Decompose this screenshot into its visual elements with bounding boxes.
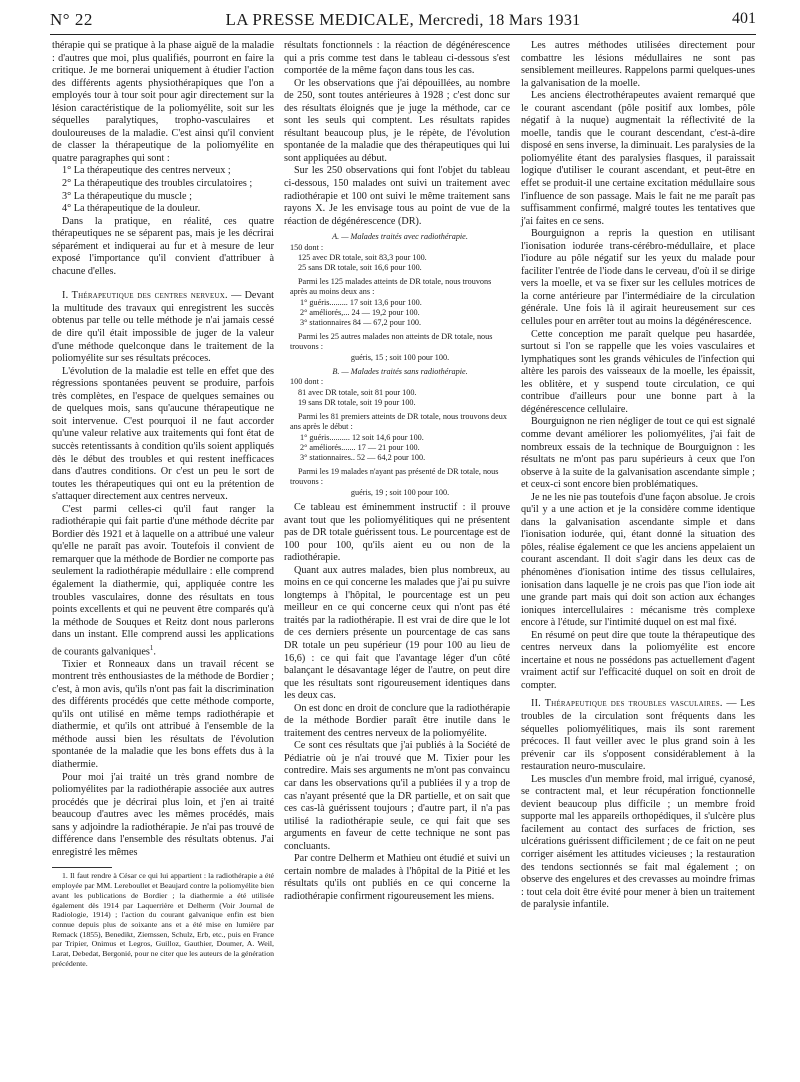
table-total: 100 dont : — [290, 377, 324, 387]
column-1 — [52, 40, 274, 968]
table-row: 3° stationnaires.. 52 — 64,2 pour 100. — [300, 453, 426, 463]
section-paragraph — [52, 290, 274, 365]
list-item: 4° La thérapeutique de la douleur. — [62, 203, 201, 215]
section-heading: II. Thérapeutique des troubles vasculaires. — [531, 698, 723, 710]
table-row: 125 avec DR totale, soit 83,3 pour 100. — [298, 253, 427, 263]
paragraph: En résumé on peut dire que toute la thérapeutique des centres nerveux dans la poliomyélite est encore incertaine et nous ne possédons pas actuellement d'agent vraiment actif sur l'efficacité duquel on soit en droit de compter. — [521, 629, 755, 691]
section-heading: I. Thérapeutique des centres nerveux. — [62, 290, 228, 302]
section-text: — Les troubles de la circulation sont fréquents dans les séquelles poliomyélitiques, mais ils sont rarement précoces. Il faut veiller avec le plus grand soin à les prévenir car ils s'opposent considérablement à la restauration neuro-musculaire. — [521, 698, 755, 773]
paragraph: thérapie qui se pratique à la phase aiguë de la maladie : d'autres que moi, plus qualifiés, pourront en faire la critique. Je me bornerai uniquement à étudier l'action des différents agents physiothérapiques que l'on a employés tour à tour soit pour agir directement sur la lésion caractéristique de la poliomyélite, soit sur les séquelles paralytiques, tropho-vasculaires et douloureuses de la maladie. C'est ainsi qu'il convient de classer la thérapeutique de la poliomyélite en quatre paragraphes qui sont : — [52, 40, 274, 164]
paragraph: Dans la pratique, en réalité, ces quatre thérapeutiques ne se séparent pas, mais je les décrirai séparément et indiquerai au fur et à mesure de leur exposé l'importance qu'il convient d'attribuer à chacune d'elles. — [52, 215, 274, 277]
table-subtitle: Parmi les 19 malades n'ayant pas présenté de DR totale, nous trouvons : — [290, 466, 499, 487]
paragraph: C'est parmi celles-ci qu'il faut ranger la radiothérapie qui fait partie d'une méthode décrite par Bordier dès 1921 et à laquelle on a attribué une valeur qu'elle ne paraît pas avoir. Toutefois il convient de remarquer que la méthode de Bordier ne comporte pas seulement la radiothérapie médullaire : elle comprend également la diathermie, qui, appliquée contre les troubles vasculaires, donne des résultats en tous points excellents et qui ne peuvent être comparés qu'à la méthode de Souques et Reitz dont nous parlerons dans un instant. Elle comprend aussi les applications de courants galvaniques$^1$. — [52, 503, 274, 658]
paragraph: Quant aux autres malades, bien plus nombreux, au moins en ce qui concerne les malades que j'ai pu suivre longtemps à l'hôpital, le pourcentage est un peu meilleur en ce qui concerne ceux qui n'ont pas été traités par la radiothérapie. Il est vrai de dire que le lot de ces derniers présente un pourcentage de cas sans DR totale un peu supérieur (19 pour 100 au lieu de 16,6) : ce qui fait que l'avantage léger d'un côté balançant le désavantage léger de l'autre, on peut dire que les résultats sont rigoureusement identiques dans les deux cas. — [284, 564, 510, 702]
paragraph: Ce sont ces résultats que j'ai publiés à la Société de Pédiatrie où je n'ai trouvé que M. Tixier pour les contredire. Mais ses arguments ne m'ont pas convaincu car dans les observations qu'il a publiées il y a trop de cas n'ayant présenté que la DR partielle, et on sait que ces cas-là guérissent toujours ; d'autre part, il n'a pas utilisé la radiothérapie seule, ce qui fait que ses arguments en faveur de cette technique ne sont pas concluants. — [284, 740, 510, 852]
section-paragraph — [521, 698, 755, 773]
table-caption-a: A. — Malades traités avec radiothérapie. — [332, 232, 468, 242]
paragraph: Par contre Delherm et Mathieu ont étudié et suivi un certain nombre de malades à l'hôpital de la Pitié et les résultats qu'ils ont publiés en ce qui concerne la radiothérapie confirment rigoureusement les miens. — [284, 853, 510, 902]
column-2 — [284, 40, 510, 903]
paragraph-text: C'est parmi celles-ci qu'il faut ranger la radiothérapie qui fait partie d'une méthode décrite par Bordier dès 1921 et à laquelle on a attribué une valeur qu'elle ne paraît pas avoir. Toutefois il convient de remarquer que la méthode de Bordier ne comporte pas seulement la radiothérapie médullaire : elle comprend également la diathermie, qui, appliquée contre les troubles vasculaires, donne des résultats en tous points excellents et qui ne peuvent être comparés qu'à la méthode de Souques et Reitz dont nous parlerons dans un instant. Elle comprend aussi les applications de courants galvaniques — [52, 503, 274, 658]
paragraph: Bourguignon a repris la question en utilisant l'ionisation iodurée trans-cérébro-médullaire, et place l'iodure au pôle négatif sur les yeux du malade pour faciliter l'entrée de l'iode dans le cerveau, d'où il se dirige vers la moelle, et va se fixer sur les cellules motrices de la corne antérieure par l'intermédiaire de la circulation générale. Une fois là il agirait heureusement sur ces cellules pour en arrêter tout au moins la dégénérescence. — [521, 228, 755, 328]
paragraph: Les anciens électrothérapeutes avaient remarqué que le courant ascendant (pôle positif aux lombes, pôle négatif à la nuque) augmentait la réflectivité de la moelle, tandis que le courant descendant, c'est-à-dire disposé en sens inverse, la diminuait. Les paralysies de la poliomyélite étant des paralysies flasques, il paraissait logique d'utiliser le courant ascendant, et peut-être en effet se produit-il une certaine excitation médullaire sous l'influence de son passage. Mais le fait ne me paraît pas suffisamment confirmé, malgré toutes les tentatives que j'ai faites en ce sens. — [521, 90, 755, 227]
paragraph: Pour moi j'ai traité un très grand nombre de poliomyélites par la radiothérapie associée aux autres procédés que je décrirai plus loin, et j'en ai traité beaucoup d'autres avec les mêmes procédés, mais sans y adjoindre la radiothérapie. Je n'ai pas trouvé de différence dans l'ensemble des résultats obtenus. J'ai enregistré les mêmes — [52, 771, 274, 858]
journal-name: LA PRESSE MEDICALE, — [225, 10, 415, 29]
paragraph: Cette conception me paraît quelque peu hasardée, surtout si l'on se rappelle que les voies vasculaires et lymphatiques sont les grands véhicules de l'infection qui altère les parois des vaisseaux de la moelle, les épaissit, les oblitère, et y suspend toute circulation, ce qui contribue d'ailleurs pour une bonne part à la dégénérescence cellulaire. — [521, 328, 755, 415]
table-total: 150 dont : — [290, 242, 324, 252]
paragraph: On est donc en droit de conclure que la radiothérapie de la méthode Bordier paraît être inutile dans le traitement des centres nerveux de la poliomyélite. — [284, 702, 510, 739]
table-row: 25 sans DR totale, soit 16,6 pour 100. — [298, 263, 422, 273]
paragraph: L'évolution de la maladie est telle en effet que des régressions spontanées peuvent se produire, parfois très complètes, en l'espace de quelques semaines ou de quelques mois, sans qu'aucune thérapeutique ne soit intervenue. C'est pourquoi il ne faut accorder qu'une valeur relative aux traitements qui font état de succès retentissants à condition qu'ils soient appliqués dès le début des troubles et qui restent inefficaces dans d'autres conditions. Or c'est un peu le sort de toutes les thérapeutiques qui ont eu la prétention de s'attaquer directement aux centres nerveux. — [52, 365, 274, 503]
table-row: 3° stationnaires 84 — 67,2 pour 100. — [300, 318, 422, 328]
table-subtitle: Parmi les 25 autres malades non atteints de DR totale, nous trouvons : — [290, 331, 493, 352]
table-result: guéris, 15 ; soit 100 pour 100. — [350, 352, 450, 362]
paragraph: Je ne les nie pas toutefois d'une façon absolue. Je crois qu'il y a une action et je la considère comme identique dans la galvanisation ascendante simple et dans l'ionisation iodurée, qui, étant donné la situation des pôles, réalise également ce que les anciens appelaient un courant ascendant. Il doit s'agir dans les deux cas de phénomènes d'ionisation intime des tissus cellulaires, ionisation dans laquelle je ne crois pas que l'ion iode ait une grande part mais qui doit son action aux échanges ioniques intercellulaires : mécanisme très complexe encore à l'étude, sur l'intimité duquel on est mal fixé. — [521, 491, 755, 629]
table-caption-b: B. — Malades traités sans radiothérapie. — [332, 367, 468, 377]
table-row: 1° guéris......... 17 soit 13,6 pour 100. — [300, 297, 422, 307]
table-subtitle: Parmi les 125 malades atteints de DR totale, nous trouvons après au moins deux ans : — [290, 276, 492, 297]
table-row: 19 sans DR totale, soit 19 pour 100. — [298, 398, 416, 408]
paragraph: Bourguignon ne rien négliger de tout ce qui est signalé comme devant améliorer les poliomyélites, j'ai fait de nombreux essais de la technique de Bourguignon : les résultats ne m'ont pas paru supérieurs à ceux que l'on observe à la suite de la galvanisation ascendante simple ; et ceux-ci sont encore bien problématiques. — [521, 416, 755, 491]
paragraph: Sur les 250 observations qui font l'objet du tableau ci-dessous, 150 malades ont suivi un traitement avec radiothérapie et 100 ont suivi le même traitement sans rayons X. Je les envisage tous au point de vue de la réaction de dégénérescence (DR). — [284, 165, 510, 227]
section-text: — Devant la multitude des travaux qui enregistrent les succès obtenus par telle ou telle méthode je n'ai jamais cessé de dire qu'il était impossible de juger de la valeur d'une méthode quelconque dans le traitement de la poliomyélite sur ses résultats précoces. — [52, 290, 274, 365]
footnote: 1. Il faut rendre à César ce qui lui appartient : la radiothérapie a été employée par MM. Lereboullet et Beaujard contre la poliomyélite bien avant les publications de Bordier ; la diathermie a été utilisée également dès 1914 par Laquerrière et Delherm (Voir Journal de Radiologie, 1914) ; l'action du courant galvanique enfin est bien connue depuis plus de soixante ans et a été mise en lumière par Remack (1855), Benedikt, Ziemssen, Schulz, Erb, etc., puis en France par Tripier, Onimus et Legros, Guilloz, Gauthier, Doumer, A. Weil, Larat, Debedat, Bergonié, pour ne citer que les auteurs de la génération précédente. — [52, 871, 274, 968]
footnote-rule — [52, 867, 112, 868]
column-3 — [521, 40, 755, 912]
paragraph: Les autres méthodes utilisées directement pour combattre les lésions médullaires ne sont pas sensiblement meilleures. Rappelons parmi quelques-unes la galvanisation de la moelle. — [521, 40, 755, 89]
list-item: 2° La thérapeutique des troubles circulatoires ; — [62, 178, 253, 190]
table-row: 2° améliorés....... 17 — 21 pour 100. — [300, 442, 420, 452]
page-number: 401 — [732, 10, 756, 27]
table-row: 81 avec DR totale, soit 81 pour 100. — [298, 387, 417, 397]
table-result: guéris, 19 ; soit 100 pour 100. — [350, 487, 450, 497]
table-subtitle: Parmi les 81 premiers atteints de DR totale, nous trouvons deux ans après le début : — [290, 411, 507, 432]
therapy-list — [52, 165, 274, 215]
results-table — [290, 232, 510, 498]
paragraph: Tixier et Ronneaux dans un travail récent se montrent très enthousiastes de la méthode de Bordier ; c'est, à mon avis, qu'ils n'ont pas fait la discrimination des différents procédés que cette méthode comporte, qu'ils ont utilisé en même temps radiothérapie et diathermie, et qu'ils ont attribué à l'ensemble de la méthode aussi bien les résultats de l'évolution spontanée de la maladie que les bons effets dus à la diathermie. — [52, 658, 274, 771]
issue-date: Mercredi, 18 Mars 1931 — [418, 12, 581, 29]
paragraph: résultats fonctionnels : la réaction de dégénérescence qui a pris comme test dans le tableau ci-dessous s'est comportée de la même façon dans tous les cas. — [284, 40, 510, 77]
table-row: 1° guéris.......... 12 soit 14,6 pour 100. — [300, 432, 424, 442]
table-row: 2° améliorés,... 24 — 19,2 pour 100. — [300, 308, 420, 318]
list-item: 3° La thérapeutique du muscle ; — [62, 190, 192, 202]
running-header — [50, 6, 756, 34]
journal-title-line — [50, 10, 756, 30]
paragraph: Or les observations que j'ai dépouillées, au nombre de 250, sont toutes antérieures à 1928 ; c'est donc sur des résultats éloignés que je juge la méthode, car ce sont les seuls qui comptent. Les résultats rapides résultant beaucoup plus, je le répète, de l'évolution spontanée de la maladie que des thérapeutiques qui lui sont appliquées au début. — [284, 77, 510, 164]
paragraph: Les muscles d'un membre froid, mal irrigué, cyanosé, se contractent mal, et leur récupération fonctionnelle devient beaucoup plus difficile ; un membre froid supporte mal les appareils orthopédiques, il s'ulcère plus facilement au contact des surfaces de friction, ses ulcérations guérissent difficilement ; de ce fait on ne peut corriger aisément les attitudes vicieuses ; la restauration des tendons sectionnés se fait mal également ; on observe des engelures et des crevasses au moindre frimas : tout cela doit être évité pour mener à bien un traitement de paralysie infantile. — [521, 773, 755, 911]
header-rule — [50, 34, 756, 35]
paragraph: Ce tableau est éminemment instructif : il prouve avant tout que les poliomyélitiques qui ne présentent pas de DR totale guérissent tous. Le pourcentage est de 100 pour 100, qu'ils aient eu ou non de la radiothérapie. — [284, 501, 510, 564]
footnote-marker: 1 — [149, 643, 154, 652]
list-item: 1° La thérapeutique des centres nerveux ; — [62, 165, 231, 177]
issue-number: N° 22 — [50, 10, 93, 29]
